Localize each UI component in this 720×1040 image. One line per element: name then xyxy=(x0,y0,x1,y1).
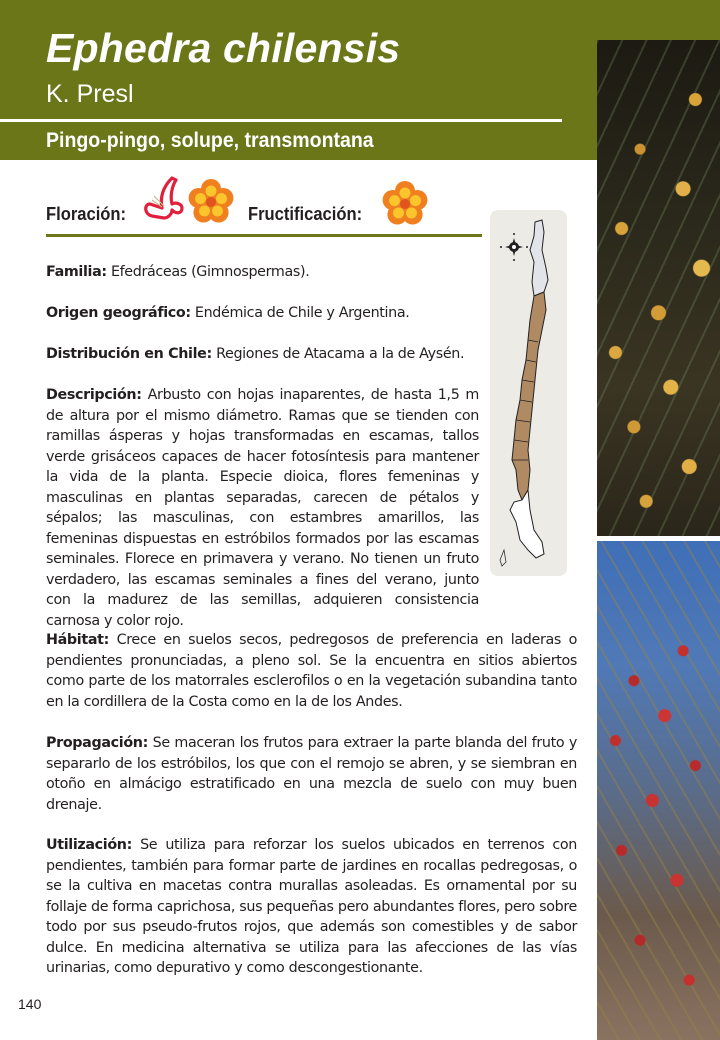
flower-icon xyxy=(186,176,236,232)
flower-icon xyxy=(380,178,430,234)
section-descripcion xyxy=(46,385,479,631)
propagacion-text: Se maceran los frutos para extraer la parte blanda del fruto y separarlo de los estróbilos, los que con el remojo se abren, y se siembran en otoño en almácigo estratificado en una mezcla de suelo con muy buen drenaje. xyxy=(46,735,577,813)
distribution-map xyxy=(490,210,567,576)
descripcion-text: Arbusto con hojas inaparentes, de hasta 1,5 m de altura por el mismo diámetro. Ramas que se tienden con ramillas ásperas y hojas transformadas en escamas, tallos verde grisáceos capaces de hacer fotosíntesis para mantener la vida de la planta. Especie dioica, flores femeninas y masculinas en plantas separadas, carecen de pétalos y sépalos; las masculinas, con estambres amarillos, las femeninas dispuestas en estróbilos formados por las escamas seminales. Florece en primavera y verano. No tienen un fruto verdadero, las escamas seminales a fines del verano, junto con la madurez de las semillas, adquieren consistencia carnosa y color rojo. xyxy=(46,387,479,629)
habitat-label: Hábitat: xyxy=(46,632,109,648)
common-names: Pingo-pingo, solupe, transmontana xyxy=(46,129,374,152)
phenology-divider xyxy=(46,234,482,237)
header-divider xyxy=(0,119,562,122)
descripcion-label: Descripción: xyxy=(46,387,142,403)
photo-fruits xyxy=(597,541,720,1040)
butterfly-icon xyxy=(142,174,188,236)
distribucion-label: Distribución en Chile: xyxy=(46,346,212,362)
familia-label: Familia: xyxy=(46,264,107,280)
section-utilizacion xyxy=(46,835,577,979)
utilizacion-label: Utilización: xyxy=(46,837,133,853)
propagacion-label: Propagación: xyxy=(46,735,149,751)
species-title: Ephedra chilensis xyxy=(46,25,401,71)
fruiting-label: Fructificación: xyxy=(248,204,363,224)
section-familia xyxy=(46,262,479,283)
familia-text: Efedráceas (Gimnospermas). xyxy=(106,264,310,280)
utilizacion-text: Se utiliza para reforzar los suelos ubicados en terrenos con pendientes, también para formar parte de jardines en rocallas pedregosas, o se la cultiva en macetas contra murallas asoleadas. Es ornamental por su follaje de forma caprichosa, sus pequeñas pero abundantes flores, pero sobre todo por sus pseudo-frutos rojos, que además son comestibles y de sabor dulce. En medicina alternativa se utiliza para las afecciones de las vías urinarias, como depurativo y como descongestionante. xyxy=(46,837,577,976)
habitat-text: Crece en suelos secos, pedregosos de preferencia en laderas o pendientes pronunciadas, a pleno sol. Se la encuentra en sitios abiertos como parte de los matorrales esclerofilos o en la vegetación subandina tanto en la cordillera de la Costa como en la de los Andes. xyxy=(46,632,577,710)
species-author: K. Presl xyxy=(46,80,134,108)
distribucion-text: Regiones de Atacama a la de Aysén. xyxy=(211,346,465,362)
photo-flowers xyxy=(597,40,720,536)
origen-label: Origen geográfico: xyxy=(46,305,191,321)
section-distribucion xyxy=(46,344,479,365)
origen-text: Endémica de Chile y Argentina. xyxy=(190,305,410,321)
phenology-row xyxy=(46,196,482,236)
flowering-label: Floración: xyxy=(46,204,127,224)
page-number: 140 xyxy=(18,996,42,1012)
compass-rose-icon xyxy=(500,233,528,261)
section-propagacion xyxy=(46,733,577,815)
section-origen xyxy=(46,303,479,324)
section-habitat xyxy=(46,630,577,712)
